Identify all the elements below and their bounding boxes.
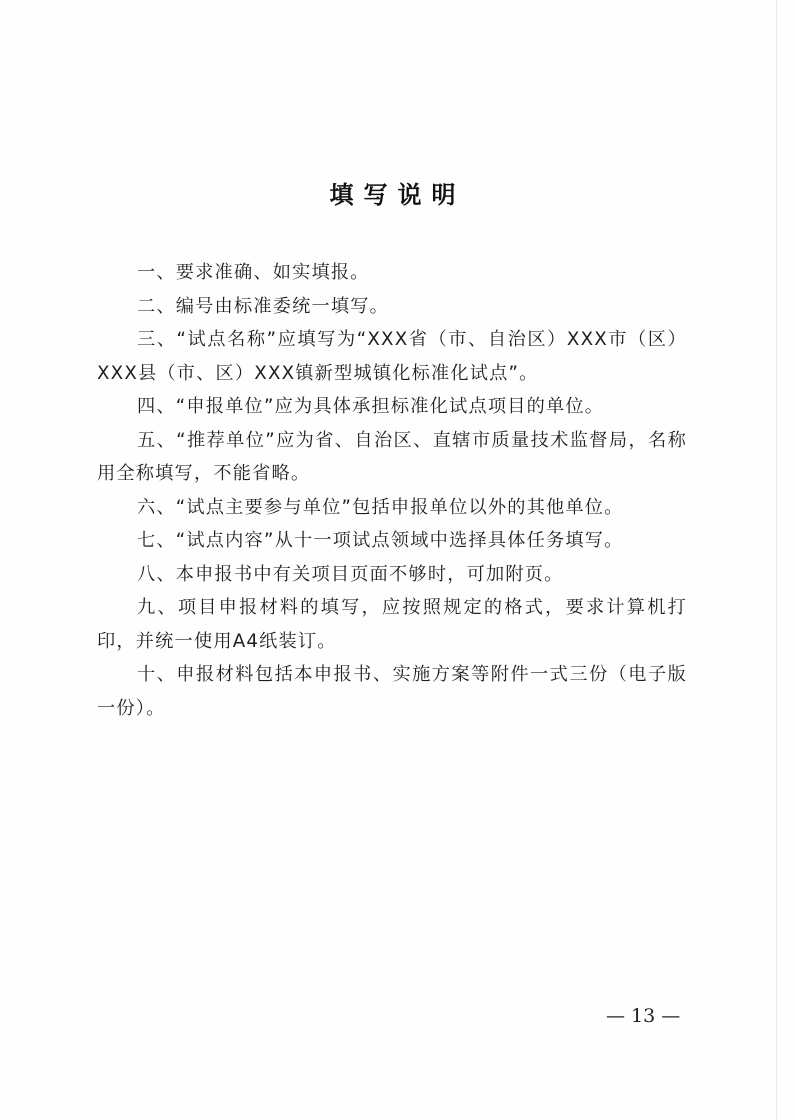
- page-title: 填写说明: [329, 180, 466, 209]
- page-edge-line: [776, 0, 777, 1120]
- instruction-item-1: 一、要求准确、如实填报。: [137, 262, 370, 283]
- instruction-item-3: 三、“试点名称”应填写为“XXX省（市、自治区）XXX市（区）XXX县（市、区）XXX镇新型城镇化标准化试点”。: [97, 329, 687, 384]
- instruction-item-9: 九、项目申报材料的填写，应按照规定的格式，要求计算机打印，并统一使用A4纸装订。: [97, 597, 687, 652]
- instruction-item-10: 十、申报材料包括本申报书、实施方案等附件一式三份（电子版一份）。: [97, 664, 687, 719]
- instruction-item-6: 六、“试点主要参与单位”包括申报单位以外的其他单位。: [137, 496, 624, 518]
- instruction-item-5: 五、“推荐单位”应为省、自治区、直辖市质量技术监督局，名称用全称填写，不能省略。: [97, 429, 687, 484]
- instruction-item-4: 四、“申报单位”应为具体承担标准化试点项目的单位。: [137, 396, 605, 417]
- instructions-body: [97, 256, 687, 725]
- page-number: — 13 —: [606, 1005, 681, 1027]
- instruction-item-8: 八、本申报书中有关项目页面不够时，可加附页。: [137, 563, 564, 585]
- instruction-item-2: 二、编号由标准委统一填写。: [137, 295, 390, 317]
- instruction-item-7: 七、“试点内容”从十一项试点领域中选择具体任务填写。: [137, 530, 624, 551]
